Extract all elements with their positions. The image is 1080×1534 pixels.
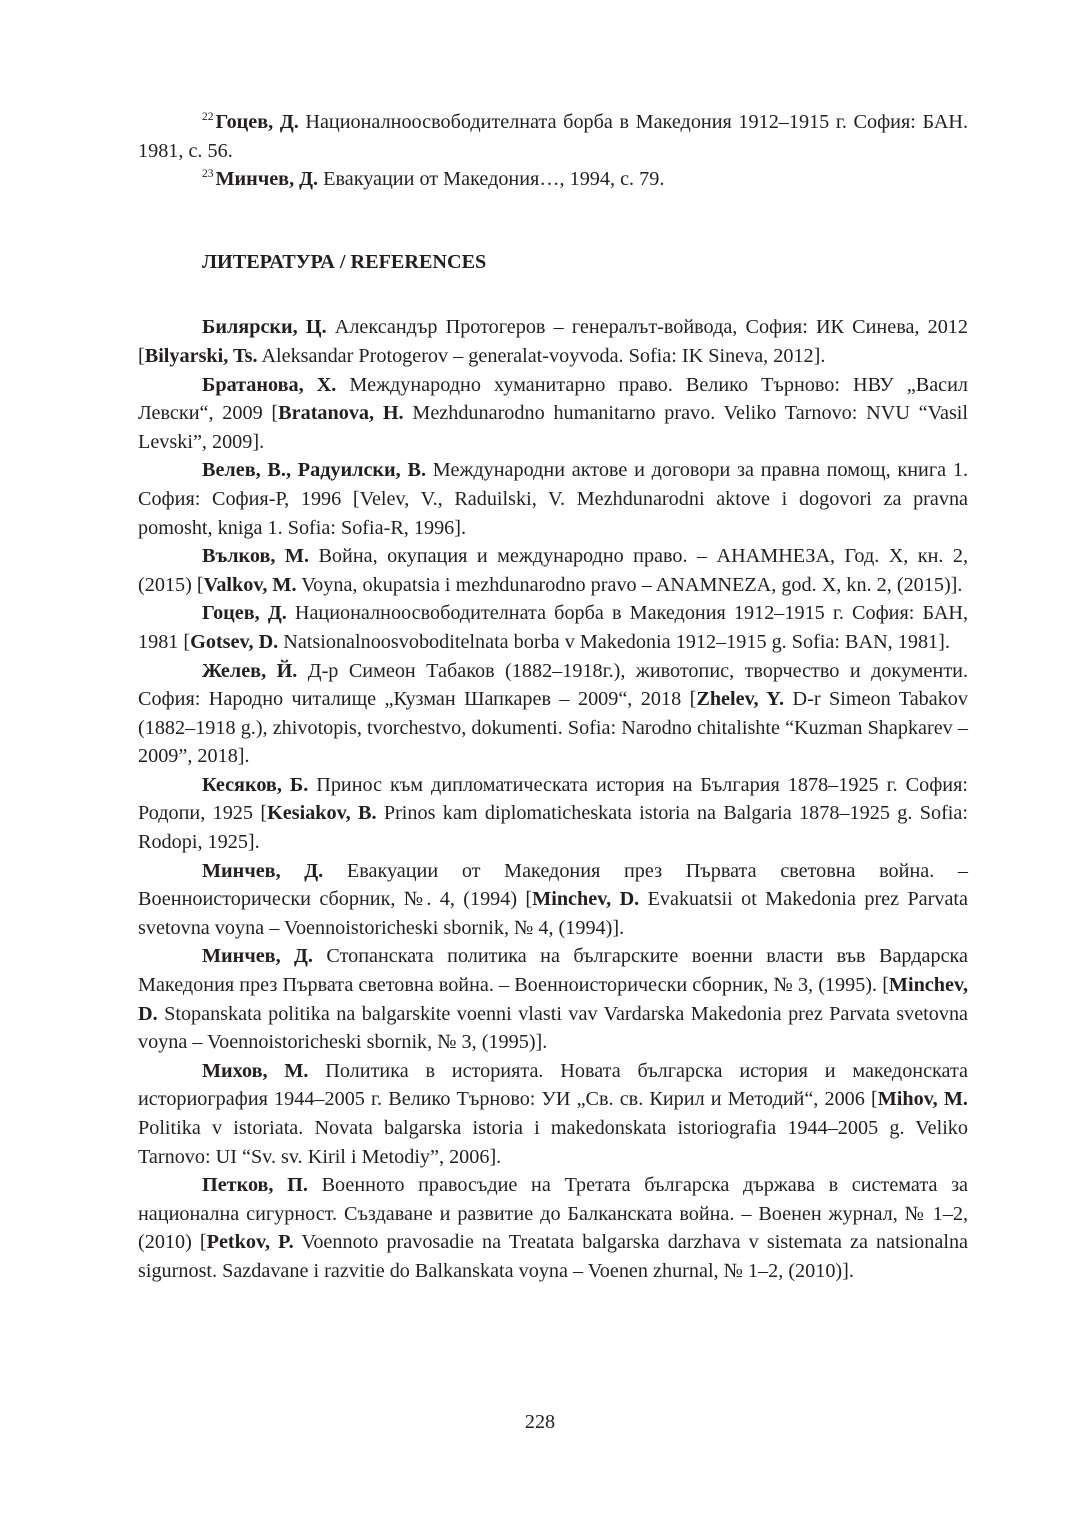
reference-translit-author: Bratanova, H. <box>278 402 404 425</box>
reference-translit-author: Gotsev, D. <box>190 630 279 653</box>
reference-author: Петков, П. <box>202 1174 308 1197</box>
reference-translit-text: Politika v istoriata. Novata balgarska istoria i makedonskata istoriografia 1944–2005 g. Veliko Tarnovo: UI “Sv. sv. Kiril i Metodiy”, 2006]. <box>138 1117 968 1168</box>
reference-text: Принос към дипломатическата история на България 1878–1925 г. София: Родопи, 1925 [ <box>138 773 968 825</box>
reference-translit-author: Minchev, D. <box>138 974 968 1025</box>
reference-entry <box>138 657 968 771</box>
reference-translit-author: Minchev, D. <box>532 888 640 911</box>
reference-entry <box>138 1057 968 1171</box>
reference-entry <box>138 456 968 542</box>
reference-text: Националноосвободителната борба в Македония 1912–1915 г. София: БАН, 1981 [ <box>138 602 969 653</box>
reference-entry <box>138 542 968 599</box>
reference-author: Михов, М. <box>202 1059 309 1082</box>
reference-author: Гоцев, Д. <box>202 602 287 625</box>
reference-author: Билярски, Ц. <box>202 316 327 339</box>
references-heading: ЛИТЕРАТУРА / REFERENCES <box>202 250 487 273</box>
reference-text: Александър Протогеров – генералът-войвода, София: ИК Синева, 2012 [ <box>138 316 968 367</box>
reference-text: Стопанската политика на българските военни власти във Вардарска Македония през Първата световна война. – Военноисторически сборник, № 3, (1995). [ <box>138 945 968 997</box>
reference-entry <box>138 857 968 943</box>
reference-translit-author: Bilyarski, Ts. <box>144 344 258 367</box>
reference-text: Международни актове и договори за правна помощ, книга 1. София: София-Р, 1996 [Velev, V., Raduilski, V. Mezhdunarodni aktove i dogovori za pravna pomosht, kniga 1. Sofia: Sofia-R, 1996]. <box>138 459 968 539</box>
footnote-author: Гоцев, Д. <box>215 111 299 133</box>
reference-translit-text: Evakuatsii ot Makedonia prez Parvata svetovna voyna – Voennoistoricheski sbornik, № 4, (1994)]. <box>138 888 968 939</box>
reference-author: Желев, Й. <box>202 659 298 682</box>
reference-entry <box>138 1171 968 1285</box>
reference-entry <box>138 371 968 457</box>
reference-text: Война, окупация и международно право. – АНАМНЕЗА, Год. X, кн. 2, (2015) [ <box>138 545 969 596</box>
footnote-number: 23 <box>202 168 214 181</box>
reference-translit-text: Mezhdunarodno humanitarno pravo. Veliko Tarnovo: NVU “Vasil Levski”, 2009]. <box>138 402 969 453</box>
reference-author: Минчев, Д. <box>202 859 324 882</box>
reference-translit-author: Petkov, P. <box>206 1231 294 1254</box>
page-number: 228 <box>524 1411 556 1433</box>
reference-author: Велев, В., Радуилски, В. <box>202 459 427 482</box>
reference-translit-text: Natsionalnoosvoboditelnata borba v Makedonia 1912–1915 g. Sofia: BAN, 1981]. <box>283 630 950 653</box>
footnote-text: Националноосвободителната борба в Македония 1912–1915 г. София: БАН. 1981, с. 56. <box>138 111 969 162</box>
reference-translit-text: D-r Simeon Tabakov (1882–1918 g.), zhivotopis, tvorchestvo, dokumenti. Sofia: Narodno chitalishte “Kuzman Shapkarev – 2009”, 2018]. <box>138 688 968 768</box>
reference-translit-text: Aleksandar Protogerov – generalat-voyvoda. Sofia: IK Sineva, 2012]. <box>261 344 826 367</box>
reference-translit-text: Prinos kam diplomaticheskata istoria na Balgaria 1878–1925 g. Sofia: Rodopi, 1925]. <box>138 802 968 854</box>
reference-text: Д-р Симеон Табаков (1882–1918г.), животопис, творчество и документи. София: Народно читалище „Кузман Шапкарев – 2009“, 2018 [ <box>138 659 968 711</box>
reference-translit-author: Kesiakov, B. <box>267 802 377 825</box>
reference-entry <box>138 313 968 370</box>
footnote <box>138 108 968 165</box>
page-content <box>138 108 968 1286</box>
reference-translit-text: Voennoto pravosadie na Treatata balgarska darzhava v sistemata za natsionalna sigurnost. Sazdavane i razvitie do Balkanskata voyna – Voenen zhurnal, № 1–2, (2010)]. <box>138 1231 968 1282</box>
reference-text: Международно хуманитарно право. Велико Търново: НВУ „Васил Левски“, 2009 [ <box>138 373 968 425</box>
footnote <box>138 165 968 194</box>
reference-translit-text: Voyna, okupatsia i mezhdunarodno pravo – ANAMNEZA, god. X, kn. 2, (2015)]. <box>301 573 963 596</box>
reference-translit-author: Zhelev, Y. <box>696 688 785 711</box>
footnote-author: Минчев, Д. <box>215 168 319 191</box>
reference-text: Политика в историята. Новата българска история и македонската историография 1944–2005 г. Велико Търново: УИ „Св. св. Кирил и Методий“, 2006 [ <box>138 1059 969 1111</box>
reference-translit-text: Stopanskata politika na balgarskite voenni vlasti vav Vardarska Makedonia prez Parvata svetovna voyna – Voennoistoricheski sbornik, № 3, (1995)]. <box>138 1002 969 1054</box>
reference-translit-author: Valkov, M. <box>203 573 297 596</box>
reference-text: Военното правосъдие на Третата българска държава в системата за национална сигурност. Създаване и развитие до Балканската война. – Военен журнал, № 1–2, (2010) [ <box>138 1174 968 1254</box>
reference-translit-author: Mihov, M. <box>877 1088 968 1111</box>
reference-text: Евакуации от Македония през Първата световна война. – Военноисторически сборник, №. 4, (1994) [ <box>138 859 969 911</box>
reference-entry <box>138 599 968 656</box>
reference-author: Кесяков, Б. <box>202 773 309 796</box>
footnote-number: 22 <box>202 111 214 123</box>
reference-author: Братанова, Х. <box>202 373 337 396</box>
reference-author: Вълков, М. <box>202 545 310 568</box>
footnote-text: Евакуации от Македония…, 1994, с. 79. <box>323 168 665 191</box>
reference-author: Минчев, Д. <box>202 945 313 968</box>
reference-entry <box>138 771 968 857</box>
reference-entry <box>138 942 968 1056</box>
